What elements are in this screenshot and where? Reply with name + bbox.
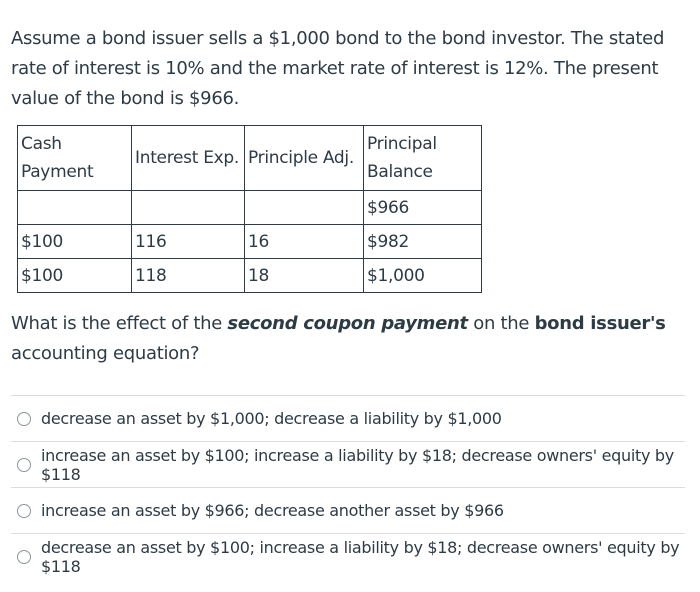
question-part-1: What is the effect of the bbox=[11, 313, 228, 334]
radio-button[interactable] bbox=[17, 458, 31, 472]
table-row bbox=[18, 259, 482, 293]
question-emphasis-coupon: second coupon payment bbox=[227, 313, 468, 334]
table-cell: 118 bbox=[132, 259, 245, 293]
header-principle-adj: Principle Adj. bbox=[245, 126, 364, 191]
header-interest-exp: Interest Exp. bbox=[132, 126, 245, 191]
answer-label[interactable]: decrease an asset by $1,000; decrease a liability by $1,000 bbox=[41, 409, 502, 428]
table-cell: $966 bbox=[364, 191, 482, 225]
radio-button[interactable] bbox=[17, 504, 31, 518]
table-cell: $100 bbox=[18, 259, 132, 293]
table-cell: 16 bbox=[245, 225, 364, 259]
radio-button[interactable] bbox=[17, 412, 31, 426]
table-row bbox=[18, 191, 482, 225]
table-cell: 18 bbox=[245, 259, 364, 293]
table-cell bbox=[245, 191, 364, 225]
answer-option-1[interactable] bbox=[11, 395, 685, 441]
table-header-row bbox=[18, 126, 482, 191]
question-intro: Assume a bond issuer sells a $1,000 bond to the bond investor. The stated rate of interest is 10% and the market rate of interest is 12%. The present value of the bond is $966. bbox=[11, 28, 665, 109]
table-row bbox=[18, 225, 482, 259]
table-cell bbox=[132, 191, 245, 225]
answer-label[interactable]: increase an asset by $966; decrease another asset by $966 bbox=[41, 501, 504, 520]
table-cell: $1,000 bbox=[364, 259, 482, 293]
answer-label[interactable]: decrease an asset by $100; increase a liability by $18; decrease owners' equity by $118 bbox=[41, 537, 680, 576]
answer-label[interactable]: increase an asset by $100; increase a liability by $18; decrease owners' equity by $118 bbox=[41, 445, 674, 484]
question-text bbox=[11, 309, 691, 369]
question-emphasis-issuer: bond issuer's bbox=[534, 313, 666, 334]
table-cell: $100 bbox=[18, 225, 132, 259]
table-cell bbox=[18, 191, 132, 225]
answer-option-4[interactable] bbox=[11, 533, 685, 579]
answer-option-3[interactable] bbox=[11, 487, 685, 533]
table-cell: $982 bbox=[364, 225, 482, 259]
radio-button[interactable] bbox=[17, 550, 31, 564]
bond-table bbox=[17, 125, 482, 293]
answer-option-2[interactable] bbox=[11, 441, 685, 487]
answer-list bbox=[11, 395, 685, 579]
header-cash-payment: Cash Payment bbox=[18, 126, 132, 191]
table-cell: 116 bbox=[132, 225, 245, 259]
question-part-3: accounting equation? bbox=[11, 343, 200, 364]
header-principal-balance: Principal Balance bbox=[364, 126, 482, 191]
question-part-2: on the bbox=[467, 313, 535, 334]
